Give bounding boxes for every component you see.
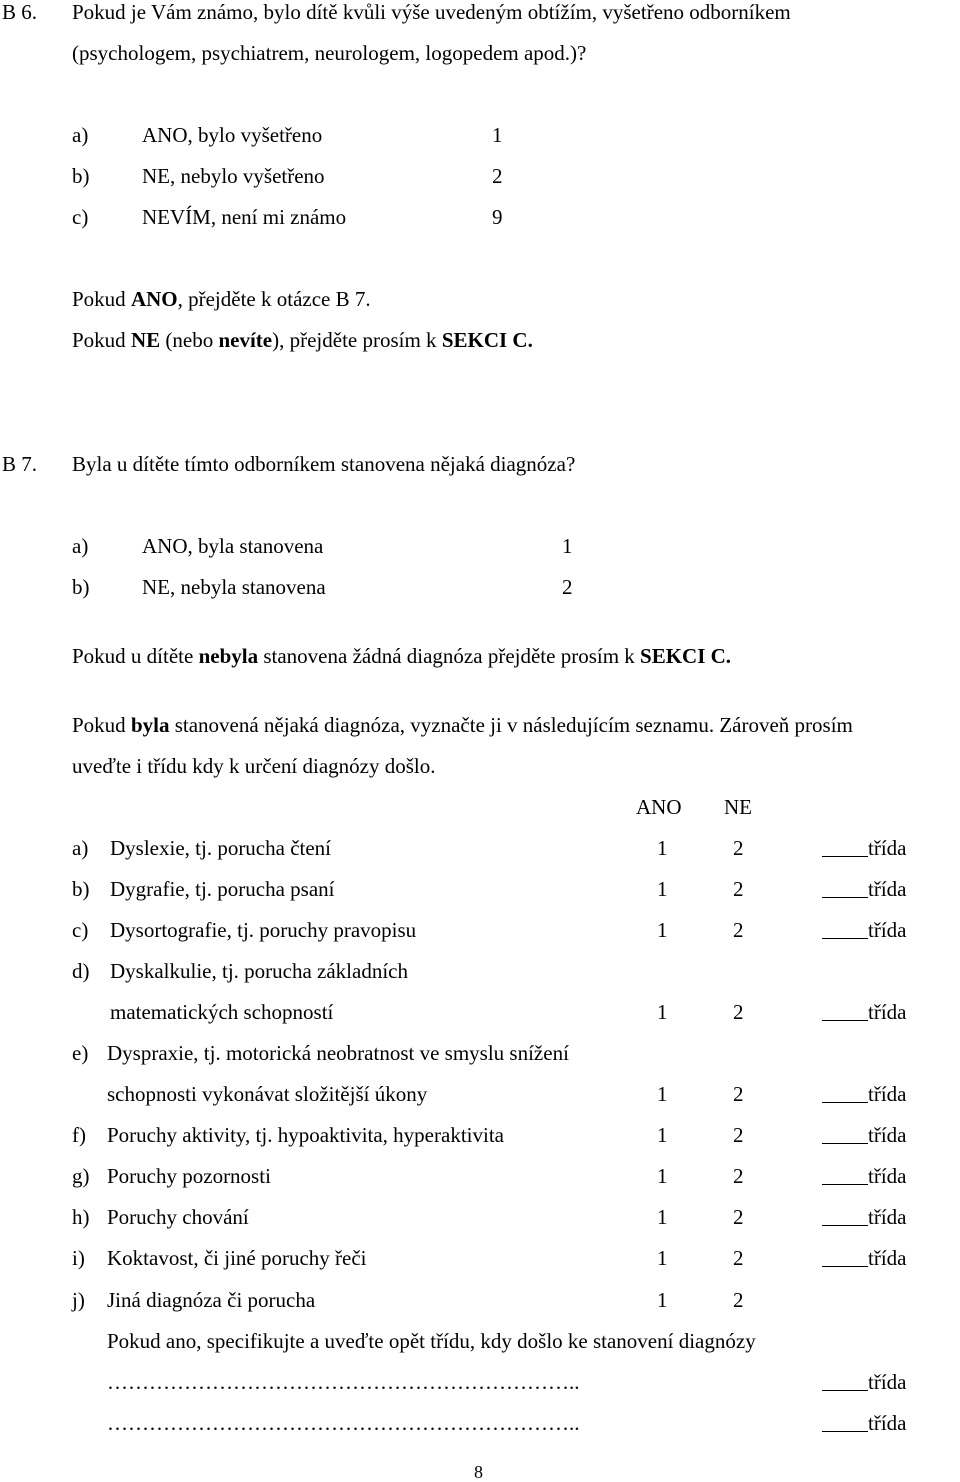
specify-dots[interactable]: ………………………………………………………….. xyxy=(107,1411,580,1435)
grade-label: třída xyxy=(868,836,907,860)
option-letter: b) xyxy=(72,575,90,599)
grade-blank[interactable] xyxy=(822,1125,868,1144)
diagnosis-letter: f) xyxy=(72,1123,86,1147)
instruction-b7-nebyla: Pokud u dítěte nebyla stanovena žádná diagnóza přejděte prosím k SEKCI C. xyxy=(72,644,732,668)
grade-label: třída xyxy=(868,1164,907,1188)
option-letter: a) xyxy=(72,534,89,558)
answer-ne-code[interactable]: 2 xyxy=(733,918,744,942)
answer-ano-code[interactable]: 1 xyxy=(657,1288,668,1312)
diagnosis-label: Dyslexie, tj. porucha čtení xyxy=(110,836,332,860)
question-b6-line1: Pokud je Vám známo, bylo dítě kvůli výše uvedeným obtížím, vyšetřeno odborníkem xyxy=(72,0,791,24)
diagnosis-letter: e) xyxy=(72,1041,89,1065)
diagnosis-letter: d) xyxy=(72,959,90,983)
answer-ne-code[interactable]: 2 xyxy=(733,1000,744,1024)
option-text: ANO, byla stanovena xyxy=(142,534,324,558)
diagnosis-letter: i) xyxy=(72,1246,85,1270)
grade-label: třída xyxy=(868,1370,907,1394)
answer-ano-code[interactable]: 1 xyxy=(657,1123,668,1147)
grade-label: třída xyxy=(868,1000,907,1024)
diagnosis-letter: j) xyxy=(72,1288,85,1312)
answer-ne-code[interactable]: 2 xyxy=(733,1123,744,1147)
instruction-b6-ne: Pokud NE (nebo nevíte), přejděte prosím k SEKCI C. xyxy=(72,328,533,352)
answer-ne-code[interactable]: 2 xyxy=(733,1246,744,1270)
question-b6-line2: (psychologem, psychiatrem, neurologem, logopedem apod.)? xyxy=(72,41,587,65)
grade-blank[interactable] xyxy=(822,1084,868,1103)
grade-label: třída xyxy=(868,1246,907,1270)
grade-label: třída xyxy=(868,918,907,942)
option-letter: b) xyxy=(72,164,90,188)
question-number-b6: B 6. xyxy=(2,0,38,24)
diagnosis-label-cont: schopnosti vykonávat složitější úkony xyxy=(107,1082,428,1106)
column-header-ano: ANO xyxy=(636,795,682,819)
answer-ano-code[interactable]: 1 xyxy=(657,877,668,901)
option-code[interactable]: 9 xyxy=(492,205,503,229)
option-code[interactable]: 1 xyxy=(492,123,503,147)
answer-ne-code[interactable]: 2 xyxy=(733,1082,744,1106)
answer-ano-code[interactable]: 1 xyxy=(657,1164,668,1188)
diagnosis-label: Dygrafie, tj. porucha psaní xyxy=(110,877,335,901)
diagnosis-label: Poruchy chování xyxy=(107,1205,249,1229)
question-b7: Byla u dítěte tímto odborníkem stanovena nějaká diagnóza? xyxy=(72,452,576,476)
grade-blank[interactable] xyxy=(822,838,868,857)
diagnosis-label: Dyspraxie, tj. motorická neobratnost ve smyslu snížení xyxy=(107,1041,569,1065)
grade-blank[interactable] xyxy=(822,1207,868,1226)
grade-label: třída xyxy=(868,877,907,901)
column-header-ne: NE xyxy=(724,795,752,819)
option-code[interactable]: 1 xyxy=(562,534,573,558)
page-number: 8 xyxy=(474,1462,483,1482)
diagnosis-label: Jiná diagnóza či porucha xyxy=(107,1288,316,1312)
grade-blank[interactable] xyxy=(822,920,868,939)
answer-ano-code[interactable]: 1 xyxy=(657,1082,668,1106)
answer-ne-code[interactable]: 2 xyxy=(733,1205,744,1229)
diagnosis-label-cont: matematických schopností xyxy=(110,1000,334,1024)
grade-label: třída xyxy=(868,1082,907,1106)
answer-ne-code[interactable]: 2 xyxy=(733,877,744,901)
answer-ano-code[interactable]: 1 xyxy=(657,1246,668,1270)
option-code[interactable]: 2 xyxy=(492,164,503,188)
instruction-b7-byla: Pokud byla stanovená nějaká diagnóza, vyznačte ji v následujícím seznamu. Zároveň prosím xyxy=(72,713,853,737)
answer-ano-code[interactable]: 1 xyxy=(657,918,668,942)
grade-blank[interactable] xyxy=(822,1248,868,1267)
grade-label: třída xyxy=(868,1411,907,1435)
answer-ano-code[interactable]: 1 xyxy=(657,1000,668,1024)
option-code[interactable]: 2 xyxy=(562,575,573,599)
option-text: NEVÍM, není mi známo xyxy=(142,205,347,229)
option-letter: a) xyxy=(72,123,89,147)
grade-blank[interactable] xyxy=(822,1002,868,1021)
grade-label: třída xyxy=(868,1123,907,1147)
instruction-b7-trida: uveďte i třídu kdy k určení diagnózy došlo. xyxy=(72,754,436,778)
diagnosis-label: Poruchy aktivity, tj. hypoaktivita, hyperaktivita xyxy=(107,1123,504,1147)
grade-blank[interactable] xyxy=(822,1413,868,1432)
diagnosis-label: Dyskalkulie, tj. porucha základních xyxy=(110,959,408,983)
diagnosis-label: Poruchy pozornosti xyxy=(107,1164,271,1188)
grade-label: třída xyxy=(868,1205,907,1229)
diagnosis-letter: a) xyxy=(72,836,89,860)
specify-dots[interactable]: ………………………………………………………….. xyxy=(107,1370,580,1394)
answer-ne-code[interactable]: 2 xyxy=(733,1288,744,1312)
option-letter: c) xyxy=(72,205,89,229)
diagnosis-label: Dysortografie, tj. poruchy pravopisu xyxy=(110,918,417,942)
grade-blank[interactable] xyxy=(822,879,868,898)
option-text: ANO, bylo vyšetřeno xyxy=(142,123,323,147)
option-text: NE, nebylo vyšetřeno xyxy=(142,164,325,188)
diagnosis-letter: b) xyxy=(72,877,90,901)
answer-ne-code[interactable]: 2 xyxy=(733,836,744,860)
grade-blank[interactable] xyxy=(822,1372,868,1391)
question-number-b7: B 7. xyxy=(2,452,38,476)
option-text: NE, nebyla stanovena xyxy=(142,575,326,599)
diagnosis-label: Koktavost, či jiné poruchy řeči xyxy=(107,1246,367,1270)
answer-ne-code[interactable]: 2 xyxy=(733,1164,744,1188)
grade-blank[interactable] xyxy=(822,1166,868,1185)
diagnosis-letter: g) xyxy=(72,1164,90,1188)
diagnosis-letter: c) xyxy=(72,918,89,942)
answer-ano-code[interactable]: 1 xyxy=(657,1205,668,1229)
specify-instruction: Pokud ano, specifikujte a uveďte opět třídu, kdy došlo ke stanovení diagnózy xyxy=(107,1329,756,1353)
answer-ano-code[interactable]: 1 xyxy=(657,836,668,860)
diagnosis-letter: h) xyxy=(72,1205,90,1229)
instruction-b6-ano: Pokud ANO, přejděte k otázce B 7. xyxy=(72,287,371,311)
